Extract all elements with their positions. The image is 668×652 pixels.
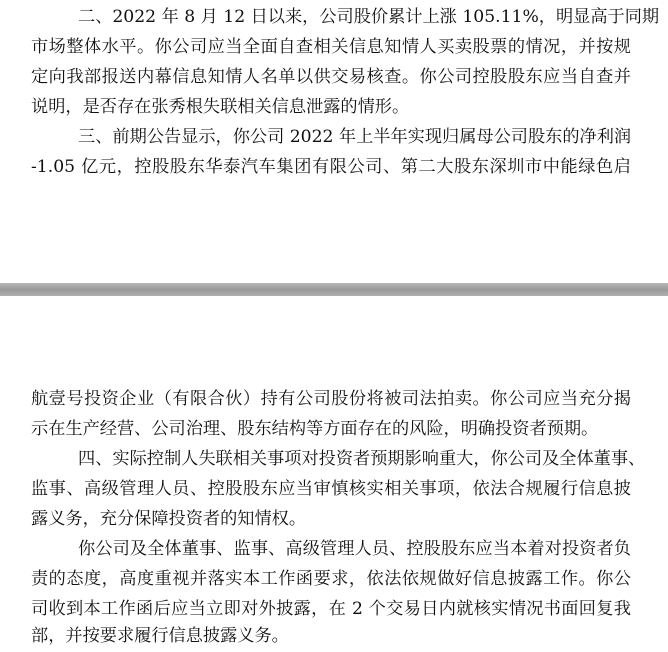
paragraph-3-line-2: -1.05 亿元，控股股东华泰汽车集团有限公司、第二大股东深圳市中能绿色启: [31, 157, 631, 177]
paragraph-5-line-4: 部，并按要求履行信息披露义务。: [31, 626, 289, 646]
paragraph-5-line-2: 责的态度，高度重视并落实本工作函要求，依法依规做好信息披露工作。你公: [31, 569, 631, 589]
paragraph-2-line-2: 市场整体水平。你公司应当全面自查相关信息知情人买卖股票的情况，并按规: [31, 37, 631, 57]
paragraph-4-line-2: 监事、高级管理人员、控股股东应当审慎核实相关事项，依法合规履行信息披: [31, 479, 631, 499]
paragraph-4-line-3: 露义务，充分保障投资者的知情权。: [31, 509, 307, 529]
page-top-section: [0, 0, 668, 283]
paragraph-5-line-1: 你公司及全体董事、监事、高级管理人员、控股股东应当本着对投资者负: [78, 539, 631, 559]
paragraph-3-line-3: 航壹号投资企业（有限合伙）持有公司股份将被司法拍卖。你公司应当充分揭: [31, 389, 631, 409]
paragraph-3-line-1: 三、前期公告显示，你公司 2022 年上半年实现归属母公司股东的净利润: [78, 127, 632, 147]
paragraph-2-line-1: 二、2022 年 8 月 12 日以来，公司股价累计上涨 105.11%，明显高于同期: [78, 7, 660, 27]
paragraph-2-line-3: 定向我部报送内幕信息知情人名单以供交易核查。你公司控股股东应当自查并: [31, 67, 631, 87]
paragraph-5-line-3: 司收到本工作函后应当立即对外披露，在 2 个交易日内就核实情况书面回复我: [31, 599, 631, 619]
paragraph-2-line-4: 说明，是否存在张秀根失联相关信息泄露的情形。: [31, 97, 410, 117]
paragraph-4-line-1: 四、实际控制人失联相关事项对投资者预期影响重大，你公司及全体董事、: [78, 449, 646, 469]
paragraph-3-line-4: 示在生产经营、公司治理、股东结构等方面存在的风险，明确投资者预期。: [31, 419, 599, 439]
page-break-divider: [0, 283, 668, 296]
